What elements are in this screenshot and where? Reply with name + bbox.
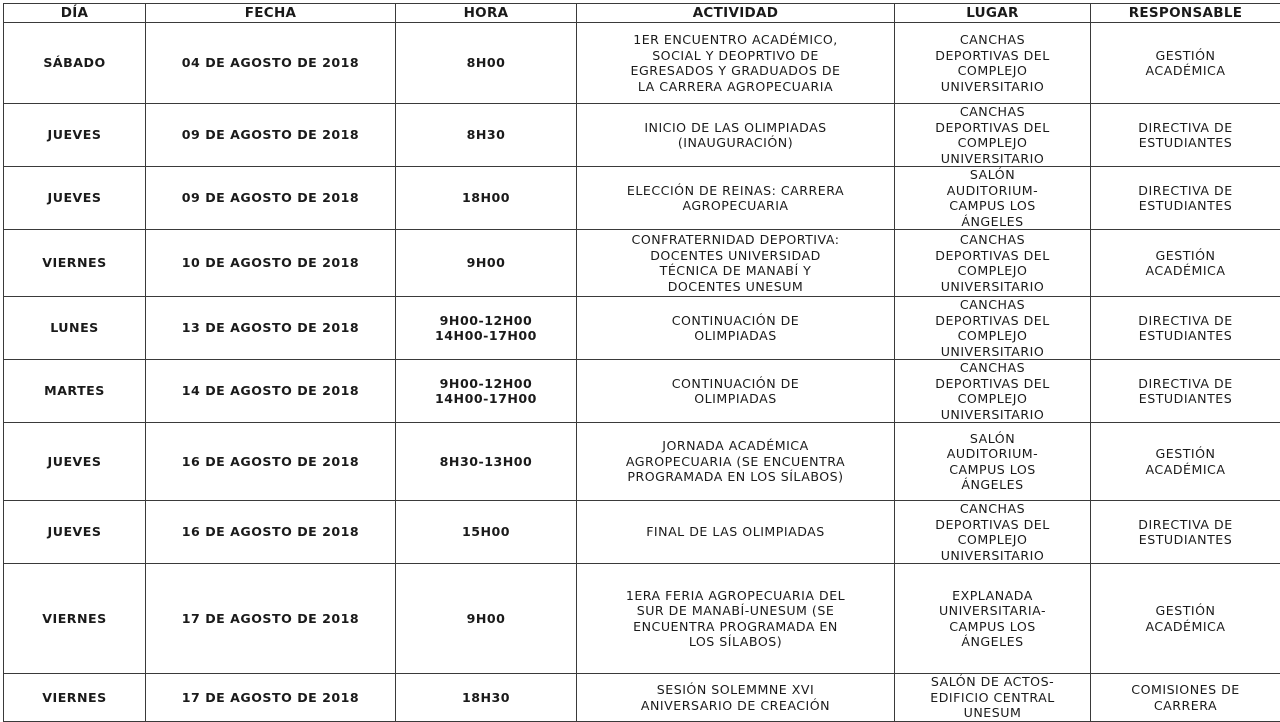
place-cell-line: CANCHAS (899, 32, 1086, 48)
place-cell-line: CAMPUS LOS (899, 619, 1086, 635)
responsible-cell (1091, 423, 1280, 501)
time-cell-line: 9H00-12H00 (400, 376, 572, 392)
day-cell: SÁBADO (4, 23, 146, 104)
activity-cell-line: LOS SÍLABOS) (581, 634, 890, 650)
day-cell: JUEVES (4, 104, 146, 167)
date-cell: 13 DE AGOSTO DE 2018 (146, 297, 396, 360)
responsible-cell (1091, 104, 1280, 167)
place-cell-line: ÁNGELES (899, 477, 1086, 493)
responsible-cell-line: DIRECTIVA DE (1095, 376, 1276, 392)
activity-cell-line: ANIVERSARIO DE CREACIÓN (581, 698, 890, 714)
day-cell: VIERNES (4, 564, 146, 674)
place-cell-line: UNIVERSITARIA- (899, 603, 1086, 619)
date-cell: 10 DE AGOSTO DE 2018 (146, 230, 396, 297)
place-cell-line: UNIVERSITARIO (899, 79, 1086, 95)
time-cell (396, 104, 577, 167)
place-cell-line: COMPLEJO (899, 263, 1086, 279)
table-body (4, 23, 1280, 722)
time-cell-line: 8H30 (400, 127, 572, 143)
day-cell: VIERNES (4, 230, 146, 297)
place-cell-line: CANCHAS (899, 297, 1086, 313)
day-cell: JUEVES (4, 167, 146, 230)
responsible-cell (1091, 230, 1280, 297)
place-cell-line: UNESUM (899, 705, 1086, 721)
activity-cell (577, 23, 895, 104)
time-cell-line: 9H00-12H00 (400, 313, 572, 329)
responsible-cell-line: ESTUDIANTES (1095, 532, 1276, 548)
header-row (4, 4, 1280, 23)
place-cell (895, 167, 1091, 230)
place-cell-line: EDIFICIO CENTRAL (899, 690, 1086, 706)
time-cell (396, 674, 577, 722)
time-cell (396, 230, 577, 297)
day-cell: JUEVES (4, 501, 146, 564)
day-cell: MARTES (4, 360, 146, 423)
activity-cell (577, 501, 895, 564)
responsible-cell (1091, 167, 1280, 230)
schedule-table-wrapper (3, 3, 1280, 722)
schedule-table (3, 3, 1280, 722)
place-cell-line: SALÓN DE ACTOS- (899, 674, 1086, 690)
table-row (4, 501, 1280, 564)
day-cell: VIERNES (4, 674, 146, 722)
place-cell-line: SALÓN (899, 431, 1086, 447)
place-cell-line: UNIVERSITARIO (899, 151, 1086, 167)
activity-cell-line: SOCIAL Y DEOPRTIVO DE (581, 48, 890, 64)
activity-cell-line: CONFRATERNIDAD DEPORTIVA: (581, 232, 890, 248)
activity-cell (577, 360, 895, 423)
place-cell-line: CAMPUS LOS (899, 462, 1086, 478)
place-cell-line: DEPORTIVAS DEL (899, 517, 1086, 533)
responsible-cell-line: ACADÉMICA (1095, 619, 1276, 635)
time-cell-line: 14H00-17H00 (400, 328, 572, 344)
time-cell (396, 360, 577, 423)
date-cell: 17 DE AGOSTO DE 2018 (146, 674, 396, 722)
header-day: DÍA (4, 4, 146, 23)
responsible-cell (1091, 564, 1280, 674)
activity-cell (577, 564, 895, 674)
place-cell (895, 501, 1091, 564)
activity-cell-line: JORNADA ACADÉMICA (581, 438, 890, 454)
date-cell: 14 DE AGOSTO DE 2018 (146, 360, 396, 423)
activity-cell-line: EGRESADOS Y GRADUADOS DE (581, 63, 890, 79)
place-cell (895, 104, 1091, 167)
activity-cell (577, 674, 895, 722)
place-cell-line: ÁNGELES (899, 214, 1086, 230)
place-cell-line: SALÓN (899, 167, 1086, 183)
time-cell (396, 167, 577, 230)
activity-cell-line: AGROPECUARIA (SE ENCUENTRA (581, 454, 890, 470)
table-row (4, 674, 1280, 722)
responsible-cell-line: ESTUDIANTES (1095, 198, 1276, 214)
responsible-cell-line: DIRECTIVA DE (1095, 183, 1276, 199)
activity-cell-line: INICIO DE LAS OLIMPIADAS (581, 120, 890, 136)
responsible-cell-line: ACADÉMICA (1095, 263, 1276, 279)
place-cell-line: COMPLEJO (899, 328, 1086, 344)
place-cell-line: UNIVERSITARIO (899, 344, 1086, 360)
activity-cell-line: TÉCNICA DE MANABÍ Y (581, 263, 890, 279)
place-cell-line: CANCHAS (899, 360, 1086, 376)
place-cell-line: AUDITORIUM- (899, 183, 1086, 199)
date-cell: 09 DE AGOSTO DE 2018 (146, 104, 396, 167)
responsible-cell (1091, 501, 1280, 564)
place-cell-line: COMPLEJO (899, 63, 1086, 79)
activity-cell-line: AGROPECUARIA (581, 198, 890, 214)
responsible-cell-line: ACADÉMICA (1095, 462, 1276, 478)
place-cell (895, 230, 1091, 297)
activity-cell-line: OLIMPIADAS (581, 391, 890, 407)
time-cell-line: 9H00 (400, 611, 572, 627)
place-cell-line: UNIVERSITARIO (899, 548, 1086, 564)
activity-cell-line: ENCUENTRA PROGRAMADA EN (581, 619, 890, 635)
day-cell: JUEVES (4, 423, 146, 501)
header-place: LUGAR (895, 4, 1091, 23)
activity-cell-line: DOCENTES UNIVERSIDAD (581, 248, 890, 264)
table-header (4, 4, 1280, 23)
table-row (4, 104, 1280, 167)
activity-cell (577, 167, 895, 230)
responsible-cell-line: GESTIÓN (1095, 603, 1276, 619)
responsible-cell-line: GESTIÓN (1095, 48, 1276, 64)
responsible-cell-line: DIRECTIVA DE (1095, 517, 1276, 533)
activity-cell-line: SUR DE MANABÍ-UNESUM (SE (581, 603, 890, 619)
header-date: FECHA (146, 4, 396, 23)
activity-cell (577, 230, 895, 297)
place-cell-line: DEPORTIVAS DEL (899, 248, 1086, 264)
activity-cell-line: PROGRAMADA EN LOS SÍLABOS) (581, 469, 890, 485)
activity-cell (577, 423, 895, 501)
activity-cell-line: (INAUGURACIÓN) (581, 135, 890, 151)
table-row (4, 23, 1280, 104)
time-cell (396, 297, 577, 360)
time-cell (396, 423, 577, 501)
activity-cell-line: FINAL DE LAS OLIMPIADAS (581, 524, 890, 540)
place-cell-line: DEPORTIVAS DEL (899, 48, 1086, 64)
responsible-cell-line: ESTUDIANTES (1095, 135, 1276, 151)
time-cell-line: 8H00 (400, 55, 572, 71)
activity-cell-line: CONTINUACIÓN DE (581, 313, 890, 329)
responsible-cell-line: DIRECTIVA DE (1095, 120, 1276, 136)
place-cell-line: UNIVERSITARIO (899, 407, 1086, 423)
activity-cell-line: OLIMPIADAS (581, 328, 890, 344)
place-cell-line: ÁNGELES (899, 634, 1086, 650)
time-cell-line: 14H00-17H00 (400, 391, 572, 407)
table-row (4, 423, 1280, 501)
responsible-cell (1091, 674, 1280, 722)
date-cell: 09 DE AGOSTO DE 2018 (146, 167, 396, 230)
time-cell (396, 23, 577, 104)
place-cell (895, 360, 1091, 423)
header-responsible: RESPONSABLE (1091, 4, 1280, 23)
table-row (4, 230, 1280, 297)
table-row (4, 297, 1280, 360)
activity-cell-line: ELECCIÓN DE REINAS: CARRERA (581, 183, 890, 199)
place-cell-line: AUDITORIUM- (899, 446, 1086, 462)
time-cell-line: 15H00 (400, 524, 572, 540)
table-row (4, 167, 1280, 230)
responsible-cell-line: GESTIÓN (1095, 446, 1276, 462)
place-cell (895, 674, 1091, 722)
place-cell-line: CANCHAS (899, 104, 1086, 120)
day-cell: LUNES (4, 297, 146, 360)
responsible-cell-line: COMISIONES DE (1095, 682, 1276, 698)
time-cell (396, 501, 577, 564)
time-cell-line: 18H00 (400, 190, 572, 206)
place-cell (895, 564, 1091, 674)
place-cell-line: DEPORTIVAS DEL (899, 376, 1086, 392)
responsible-cell-line: ESTUDIANTES (1095, 328, 1276, 344)
activity-cell-line: SESIÓN SOLEMMNE XVI (581, 682, 890, 698)
place-cell (895, 297, 1091, 360)
place-cell-line: UNIVERSITARIO (899, 279, 1086, 295)
responsible-cell-line: CARRERA (1095, 698, 1276, 714)
responsible-cell-line: ACADÉMICA (1095, 63, 1276, 79)
responsible-cell (1091, 297, 1280, 360)
activity-cell-line: CONTINUACIÓN DE (581, 376, 890, 392)
place-cell (895, 23, 1091, 104)
time-cell-line: 18H30 (400, 690, 572, 706)
time-cell-line: 8H30-13H00 (400, 454, 572, 470)
date-cell: 04 DE AGOSTO DE 2018 (146, 23, 396, 104)
place-cell-line: CANCHAS (899, 501, 1086, 517)
place-cell-line: COMPLEJO (899, 391, 1086, 407)
activity-cell-line: 1ER ENCUENTRO ACADÉMICO, (581, 32, 890, 48)
place-cell (895, 423, 1091, 501)
date-cell: 16 DE AGOSTO DE 2018 (146, 501, 396, 564)
place-cell-line: DEPORTIVAS DEL (899, 313, 1086, 329)
date-cell: 17 DE AGOSTO DE 2018 (146, 564, 396, 674)
activity-cell (577, 297, 895, 360)
activity-cell (577, 104, 895, 167)
activity-cell-line: DOCENTES UNESUM (581, 279, 890, 295)
activity-cell-line: LA CARRERA AGROPECUARIA (581, 79, 890, 95)
header-activity: ACTIVIDAD (577, 4, 895, 23)
responsible-cell-line: GESTIÓN (1095, 248, 1276, 264)
table-row (4, 564, 1280, 674)
place-cell-line: DEPORTIVAS DEL (899, 120, 1086, 136)
activity-cell-line: 1ERA FERIA AGROPECUARIA DEL (581, 588, 890, 604)
responsible-cell-line: ESTUDIANTES (1095, 391, 1276, 407)
responsible-cell (1091, 360, 1280, 423)
table-row (4, 360, 1280, 423)
responsible-cell-line: DIRECTIVA DE (1095, 313, 1276, 329)
place-cell-line: CANCHAS (899, 232, 1086, 248)
date-cell: 16 DE AGOSTO DE 2018 (146, 423, 396, 501)
place-cell-line: COMPLEJO (899, 135, 1086, 151)
place-cell-line: CAMPUS LOS (899, 198, 1086, 214)
time-cell (396, 564, 577, 674)
place-cell-line: EXPLANADA (899, 588, 1086, 604)
place-cell-line: COMPLEJO (899, 532, 1086, 548)
responsible-cell (1091, 23, 1280, 104)
header-time: HORA (396, 4, 577, 23)
time-cell-line: 9H00 (400, 255, 572, 271)
